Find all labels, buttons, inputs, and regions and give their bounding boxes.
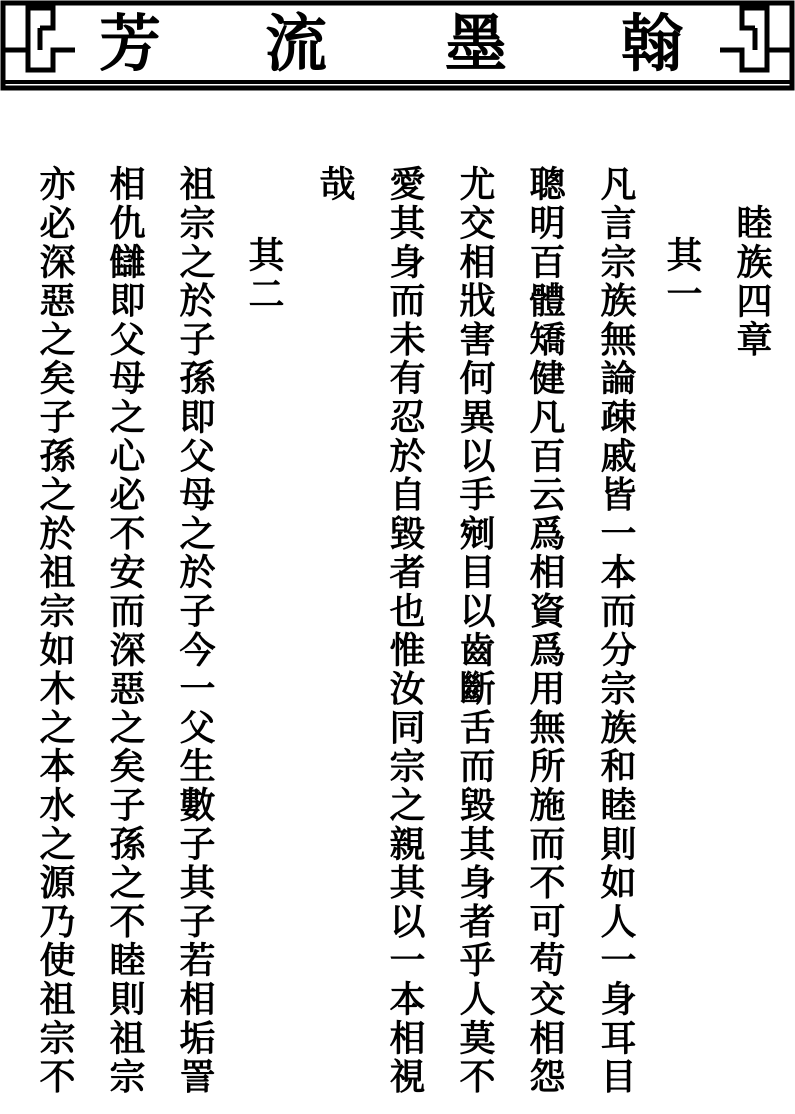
title-banner: [0, 0, 795, 92]
text-column: 哉: [314, 165, 356, 204]
text-column: 尤交相戕害何異以手剜目以齒斷舌而毀其身者乎人莫不: [454, 165, 496, 1097]
right-fret-ornament: [720, 8, 790, 70]
text-column: 愛其身而未有忍於自毀者也惟汝同宗之親其以一本相視: [384, 165, 426, 1097]
text-column: 相仇讎即父母之心必不安而深惡之矣子孫之不睦則祖宗: [104, 165, 146, 1097]
banner-char-4: 芳: [98, 7, 161, 80]
banner-char-1: 翰: [620, 7, 683, 80]
chapter-heading: 睦族四章: [731, 204, 773, 360]
section-heading-1: 其一: [661, 236, 703, 314]
banner-title: [90, 4, 702, 84]
left-fret-ornament: [5, 8, 75, 70]
banner-char-2: 墨: [444, 7, 507, 80]
section-heading-2: 其二: [243, 236, 285, 314]
text-column: 亦必深惡之矣子孫之於祖宗如木之本水之源乃使祖宗不: [34, 165, 76, 1097]
text-column: 祖宗之於子孫即父母之於子今一父生數子其子若相垢詈: [174, 165, 216, 1097]
text-column: 聰明百體矯健凡百云爲相資爲用無所施而不可苟交相怨: [524, 165, 566, 1097]
text-column: 凡言宗族無論疎戚皆一本而分宗族和睦則如人一身耳目: [595, 165, 637, 1097]
banner-char-3: 流: [264, 7, 327, 80]
